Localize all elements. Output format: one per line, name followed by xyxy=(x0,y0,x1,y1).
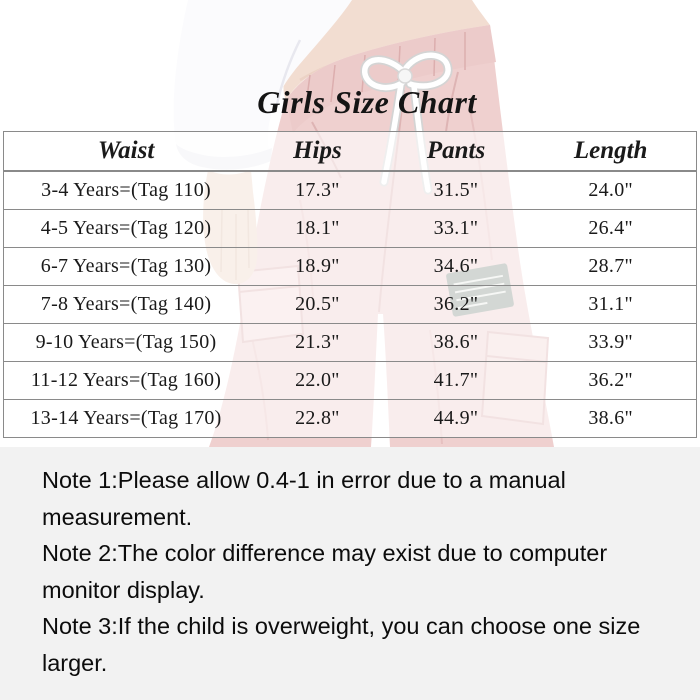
size-row xyxy=(4,362,697,400)
size-row xyxy=(4,171,697,210)
size-cell: 3-4 Years=(Tag 110) xyxy=(4,171,249,210)
size-cell: 7-8 Years=(Tag 140) xyxy=(4,286,249,324)
size-cell: 28.7" xyxy=(525,248,696,286)
size-cell: 20.5" xyxy=(248,286,387,324)
size-row xyxy=(4,286,697,324)
size-cell: 13-14 Years=(Tag 170) xyxy=(4,400,249,438)
size-cell: 11-12 Years=(Tag 160) xyxy=(4,362,249,400)
column-header-pants: Pants xyxy=(387,132,526,172)
size-cell: 18.9" xyxy=(248,248,387,286)
size-cell: 4-5 Years=(Tag 120) xyxy=(4,210,249,248)
size-cell: 36.2" xyxy=(387,286,526,324)
size-cell: 21.3" xyxy=(248,324,387,362)
size-cell: 36.2" xyxy=(525,362,696,400)
note-line: Note 3:If the child is overweight, you can choose one size xyxy=(42,613,641,639)
size-cell: 31.1" xyxy=(525,286,696,324)
size-cell: 44.9" xyxy=(387,400,526,438)
size-cell: 6-7 Years=(Tag 130) xyxy=(4,248,249,286)
size-cell: 24.0" xyxy=(525,171,696,210)
notes-section xyxy=(0,447,700,700)
column-header-waist: Waist xyxy=(4,132,249,172)
page-title: Girls Size Chart xyxy=(257,84,477,120)
size-cell: 22.8" xyxy=(248,400,387,438)
table-body xyxy=(4,171,697,438)
column-header-length: Length xyxy=(525,132,696,172)
table-header-row xyxy=(4,132,697,172)
size-cell: 33.1" xyxy=(387,210,526,248)
note-line: monitor display. xyxy=(42,576,205,603)
size-row xyxy=(4,210,697,248)
size-cell: 9-10 Years=(Tag 150) xyxy=(4,324,249,362)
size-cell: 31.5" xyxy=(387,171,526,210)
note-line: Note 1:Please allow 0.4-1 in error due to a manual xyxy=(42,467,566,493)
size-row xyxy=(4,248,697,286)
column-header-hips: Hips xyxy=(248,132,387,172)
size-cell: 26.4" xyxy=(525,210,696,248)
table-header xyxy=(4,132,697,172)
size-cell: 38.6" xyxy=(387,324,526,362)
note-line: Note 2:The color difference may exist due to computer xyxy=(42,540,608,566)
size-row xyxy=(4,400,697,438)
size-cell: 22.0" xyxy=(248,362,387,400)
note-line: measurement. xyxy=(42,503,193,530)
size-cell: 34.6" xyxy=(387,248,526,286)
size-cell: 33.9" xyxy=(525,324,696,362)
size-row xyxy=(4,324,697,362)
size-cell: 38.6" xyxy=(525,400,696,438)
size-cell: 18.1" xyxy=(248,210,387,248)
size-cell: 41.7" xyxy=(387,362,526,400)
size-chart-table xyxy=(3,131,697,438)
size-cell: 17.3" xyxy=(248,171,387,210)
note-line: larger. xyxy=(42,649,108,676)
